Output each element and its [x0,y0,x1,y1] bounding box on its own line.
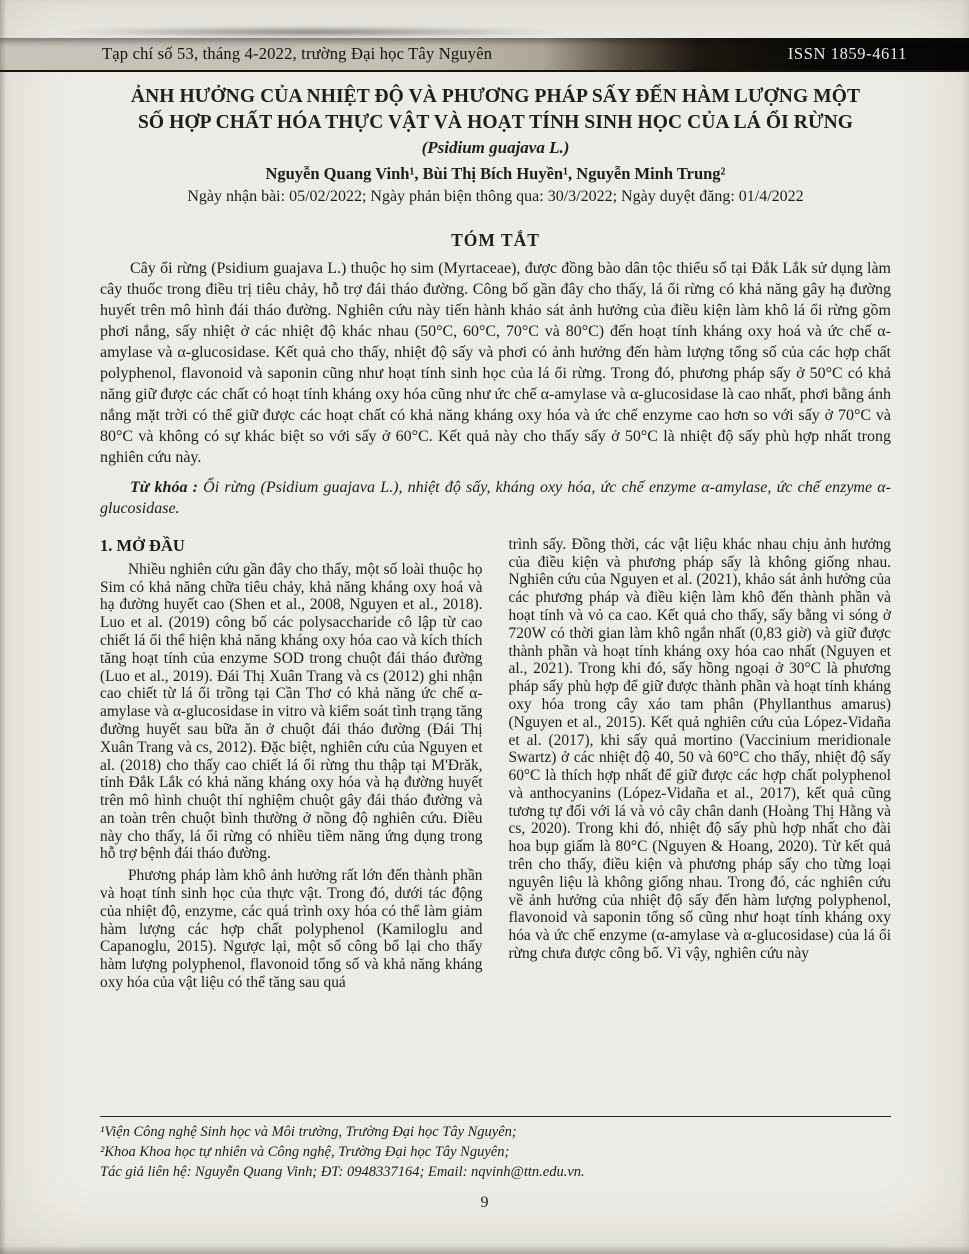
keywords-line [100,478,891,520]
scan-artifact-top-smudge [60,27,560,37]
journal-info: Tạp chí số 53, tháng 4-2022, trường Đại học Tây Nguyên [102,44,493,63]
footnote-divider [100,1116,891,1117]
scan-artifact-bottom-edge [0,1246,969,1254]
footnote-corresponding-author: Tác giả liên hệ: Nguyễn Quang Vinh; ĐT: 0948337164; Email: nqvinh@ttn.edu.vn. [100,1164,585,1180]
article-species-name: (Psidium guajava L.) [421,138,570,158]
footnote-affiliation-2: ²Khoa Khoa học tự nhiên và Công nghệ, Trường Đại học Tây Nguyên; [100,1144,510,1160]
keywords-label: Từ khóa : [130,479,198,496]
right-column [509,536,892,1114]
paragraph: Nhiều nghiên cứu gần đây cho thấy, một số loài thuộc họ Sim có khả năng chữa tiêu chảy, khả năng kháng oxy hoá và hạ đường huyết cao (Shen et al., 2008, Nguyen et al., 2018). Luo et al. (2019) công bố các polysaccharide cô lập từ cao chiết lá ổi thể hiện khả năng kháng oxy hóa cao và kích thích tăng hoạt tính của enzyme SOD trong chuột đái tháo đường (Luo et al., 2019). Đái Thị Xuân Trang và cs (2012) ghi nhận cao chiết từ lá ổi trồng tại Cần Thơ có khả năng ức chế α-amylase và α-glucosidase in vitro và kiểm soát tình trạng tăng đường huyết sau bữa ăn ở chuột đái tháo đường (Đái Thị Xuân Trang và cs, 2012). Đặc biệt, nghiên cứu của Nguyen et al. (2018) cho thấy cao chiết lá ổi rừng thu thập tại M'Đrăk, tỉnh Đắk Lắk có khả năng kháng oxy hóa và hạ đường huyết trên mô hình chuột thí nghiệm chuột gây đái tháo đường và an toàn trên chuột bình thường ở nồng độ nghiên cứu. Điều này cho thấy, lá ổi rừng có nhiều tiềm năng ứng dụng trong hỗ trợ bệnh đái tháo đường. [100,560,483,863]
section-heading-intro: 1. MỞ ĐẦU [100,535,185,555]
article-content [100,84,891,1114]
keywords-text: Ổi rừng (Psidium guajava L.), nhiệt độ sấy, kháng oxy hóa, ức chế enzyme α-amylase, ức chế enzyme α-glucosidase. [100,479,892,517]
dates-line: Ngày nhận bài: 05/02/2022; Ngày phản biện thông qua: 30/3/2022; Ngày duyệt đăng: 01/4/2022 [187,188,804,206]
footnote-affiliation-1: ¹Viện Công nghệ Sinh học và Môi trường, Trường Đại học Tây Nguyên; [100,1124,517,1140]
page-header [0,38,969,72]
scan-artifact-left-edge [0,0,6,1254]
left-column [100,536,483,1114]
article-title: ẢNH HƯỞNG CỦA NHIỆT ĐỘ VÀ PHƯƠNG PHÁP SẤY ĐẾN HÀM LƯỢNG MỘT SỐ HỢP CHẤT HÓA THỰC VẬT VÀ HOẠT TÍNH SINH HỌC CỦA LÁ ỔI RỪNG [130,86,861,133]
abstract-heading: TÓM TẮT [451,230,540,251]
issn-label: ISSN 1859-4611 [787,44,907,63]
abstract-body: Cây ổi rừng (Psidium guajava L.) thuộc họ sim (Myrtaceae), được đồng bào dân tộc thiểu số tại Đắk Lắk sử dụng làm cây thuốc trong điều trị tiêu chảy, hỗ trợ đái tháo đường. Công bố gần đây cho thấy, lá ổi rừng có khả năng gây hạ đường huyết trên mô hình đái tháo đường. Nghiên cứu này tiến hành khảo sát ảnh hưởng của điều kiện làm khô lá ổi rừng gồm phơi nắng, sấy nhiệt ở các nhiệt độ khác nhau (50°C, 60°C, 70°C và 80°C) đến hoạt tính kháng oxy hoá và ức chế α-amylase và α-glucosidase. Kết quả cho thấy, nhiệt độ sấy và phơi có ảnh hưởng đến hàm lượng tổng số của các hợp chất polyphenol, flavonoid và saponin cũng như hoạt tính sinh học của lá ổi rừng. Trong đó, phương pháp sấy ở 50°C có khả năng giữ được các chất có hoạt tính kháng oxy hóa cũng như ức chế α-amylase và α-glucosidase là cao nhất, phơi bằng ánh nắng mặt trời có thể giữ được các hoạt chất có khả năng kháng oxy hóa và ức chế enzyme cao hơn so với sấy ở 70°C và 80°C và không có sự khác biệt so với sấy ở 60°C. Kết quả này cho thấy sấy ở 50°C là nhiệt độ sấy phù hợp nhất trong nghiên cứu này. [100,260,891,467]
page-number: 9 [480,1194,489,1211]
two-column-body [100,536,891,1114]
paragraph: trình sấy. Đồng thời, các vật liệu khác nhau chịu ảnh hưởng của điều kiện và phương pháp sấy là không giống nhau. Nghiên cứu của Nguyen et al. (2021), khảo sát ảnh hưởng của các phương pháp và điều kiện làm khô đến thành phần và hoạt tính và vỏ ca cao. Kết quả cho thấy, sấy bằng vi sóng ở 720W có thời gian làm khô ngắn nhất (0,83 giờ) và giữ được thành phần và hoạt tính kháng oxy hóa cao nhất (Nguyen et al., 2021). Trong khi đó, sấy hồng ngoại ở 30°C là phương pháp sấy phù hợp để giữ được thành phần và hoạt tính kháng oxy hóa trong cây xáo tam phân (Phyllanthus amarus) (Nguyen et al., 2015). Kết quả nghiên cứu của López-Vidaña et al. (2017), khi sấy quả mortino (Vaccinium meridionale Swartz) ở các nhiệt độ 40, 50 và 60°C cho thấy, nhiệt độ sấy 60°C là thích hợp nhất để giữ được các hợp chất polyphenol và anthocyanins (López-Vidaña et al., 2017), kết quả cũng tương tự đối với lá và vỏ cây chân danh (Hoàng Thị Hằng và cs, 2020). Trong khi đó, nhiệt độ sấy phù hợp nhất cho đài hoa bụp giấm là 80°C (Nguyen & Hoang, 2020). Từ kết quả trên cho thấy, điều kiện và phương pháp sấy cho từng loại nguyên liệu là không giống nhau. Trong đó, các nghiên cứu về ảnh hưởng của nhiệt độ sấy đến hàm lượng polyphenol, flavonoid và saponin tổng số cũng như hoạt tính kháng oxy hóa và ức chế enzyme (α-amylase và α-glucosidase) của lá ổi rừng chưa được công bố. Vì vậy, nghiên cứu này [508,535,891,962]
paragraph: Phương pháp làm khô ảnh hưởng rất lớn đến thành phần và hoạt tính sinh học của thực vật. Trong đó, dưới tác động của nhiệt độ, enzyme, các quá trình oxy hóa có thể làm giảm hàm lượng các hợp chất polyphenol (Kamiloglu and Capanoglu, 2015). Ngược lại, một số công bố lại cho thấy hàm lượng polyphenol, flavonoid tổng số và khả năng kháng oxy hóa của vật liệu có thể tăng sau quá [100,867,483,991]
footnotes-block [100,1116,891,1182]
authors-line: Nguyễn Quang Vinh¹, Bùi Thị Bích Huyền¹, Nguyễn Minh Trung² [265,164,726,184]
